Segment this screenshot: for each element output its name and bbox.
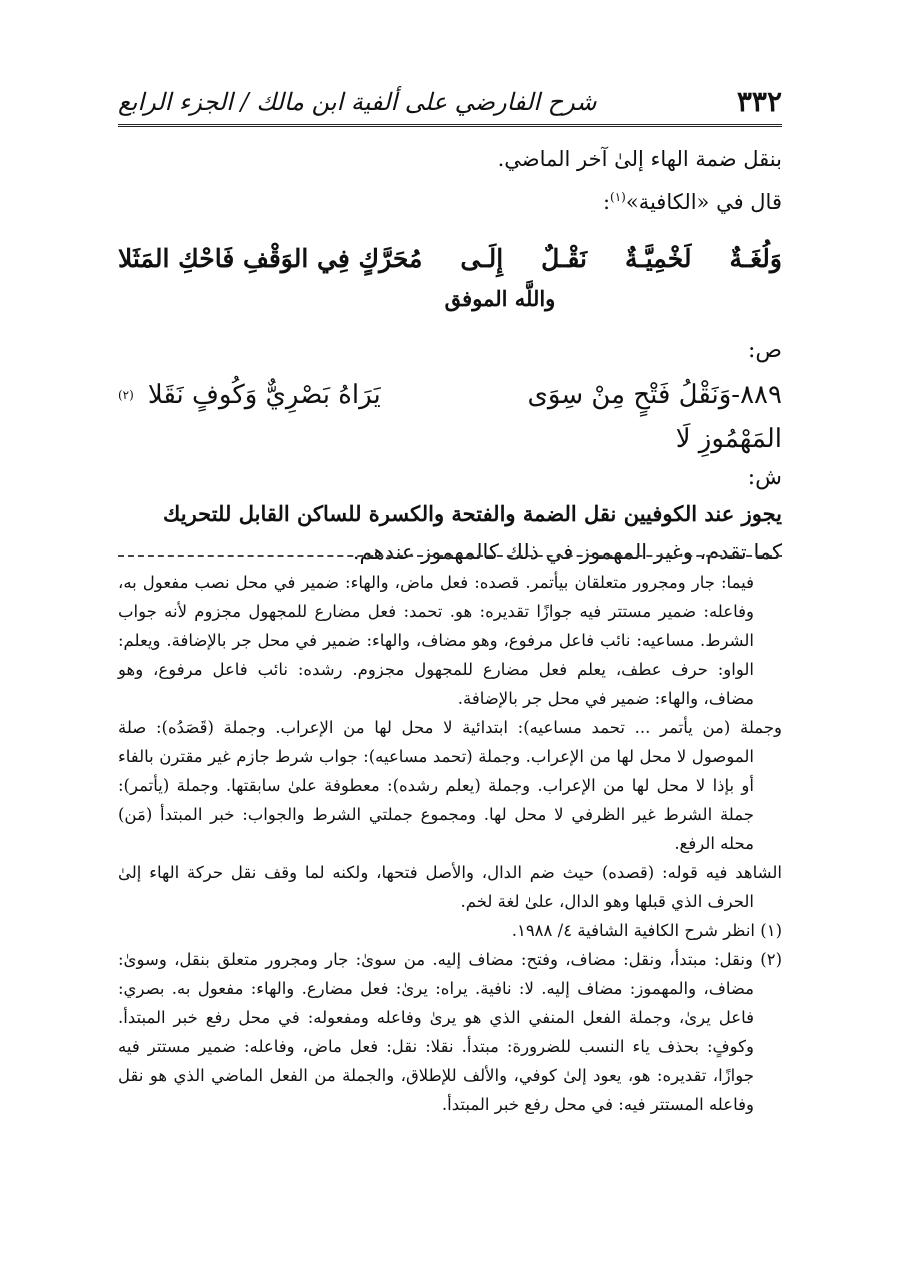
footnotes	[118, 568, 782, 1119]
colon: :	[602, 190, 611, 214]
verse-word-3: نَقْـلٌ	[541, 244, 588, 273]
verse-word-2: لَخْمِيَّـةٌ	[625, 244, 692, 273]
verse-word-4: إِلَـى	[460, 244, 504, 273]
footnote-1: (١) انظر شرح الكافية الشافية ٤/ ١٩٨٨.	[511, 921, 782, 940]
commentary-end: كما تقدم، وغير المهموز في ذلك كالمهموز عندهم.	[352, 540, 782, 564]
citation-text: قال في «الكافية»	[625, 190, 782, 214]
verse-hemistich-2: مُحَرَّكٍ فِي الوَقْفِ فَاحْكِ المَثَلا	[118, 244, 423, 273]
main-text	[118, 140, 782, 571]
footnote-ref-2[interactable]: (٢)	[117, 388, 134, 402]
footnote-block-2: وجملة (من يأتمر ... تحمد مساعيه): ابتدائية لا محل لها من الإعراب. وجملة (قَصَدُه): صلة الموصول لا محل لها من الإعراب. وجملة (تحمد مساعيه): جواب شرط جازم غير مقترن بالفاء أو بإذا لا محل لها من الإعراب. وجملة (يعلم رشده): معطوفة علىٰ سابقتها. وجملة (يأتمر): جملة الشرط غير الظرفي لا محل لها. ومجموع جملتي الشرط والجواب: خبر المبتدأ (مَن) محله الرفع.	[118, 718, 782, 853]
section-sad-label: ص:	[747, 338, 782, 363]
commentary-bold: يجوز عند الكوفيين نقل الضمة والفتحة والكسرة للساكن القابل للتحريك	[163, 501, 782, 526]
running-header	[118, 72, 782, 127]
verse-889	[118, 373, 782, 461]
verse-word-1: وَلُغَـةٌ	[729, 244, 782, 273]
verse-889-hemistich-1: ٨٨٩-وَنَقْلُ فَتْحٍ مِنْ سِوَى المَهْمُوزِ لَا	[527, 380, 782, 454]
running-title: شرح الفارضي على ألفية ابن مالك / الجزء الرابع	[118, 88, 597, 116]
footnote-block-3: الشاهد فيه قوله: (قصده) حيث ضم الدال، والأصل فتحها، ولكنه لما وقف نقل حركة الهاء إلىٰ الحرف الذي قبلها وهو الدال، علىٰ لغة لخم.	[118, 863, 782, 911]
verse-kafiya	[118, 239, 782, 279]
footnote-2: (٢) ونقل: مبتدأ، ونقل: مضاف، وفتح: مضاف إليه. من سوىٰ: جار ومجرور متعلق بنقل، وسوىٰ: مضاف، والمهموز: مضاف إليه. لا: نافية. يراه: يرىٰ: فعل مضارع. والهاء: مفعول به. بصري: فاعل يرىٰ، وجملة الفعل المنفي الذي هو يرىٰ وفاعله ومفعوله: في محل رفع خبر المبتدأ. وكوفٍ: بحذف ياء النسب للضرورة: مبتدأ. نقلا: نقل: فعل ماض، وفاعله: ضمير مستتر فيه جوازًا، تقديره: هو، يعود إلىٰ كوفي، والألف للإطلاق، والجملة من الفعل الماضي الذي هو نقل وفاعله المستتر فيه: في محل رفع خبر المبتدأ.	[118, 950, 782, 1114]
verse-889-hemistich-2: يَرَاهُ بَصْرِيٌّ وَكُوفٍ نَقَلا	[147, 380, 381, 410]
section-sheen-label: ش:	[747, 465, 782, 490]
text-line-2	[118, 178, 782, 221]
footnote-block-1: فيما: جار ومجرور متعلقان بيأتمر. قصده: فعل ماض، والهاء: ضمير في محل نصب مفعول به، وفاعله: ضمير مستتر فيه جوازًا تقديره: هو. تحمد: فعل مضارع للمجهول مجزوم لأنه جواب الشرط. مساعيه: نائب فاعل مرفوع، وهو مضاف، والهاء: ضمير في محل جر بالإضافة. ويعلم: الواو: حرف عطف، يعلم فعل مضارع للمجهول مجزوم. رشده: نائب فاعل مرفوع، وهو مضاف، والهاء: ضمير في محل جر بالإضافة.	[118, 573, 754, 708]
page-number: ٣٣٢	[736, 85, 782, 118]
footnote-ref-1[interactable]: (١)	[610, 190, 626, 204]
text-line-1: بنقل ضمة الهاء إلىٰ آخر الماضي.	[497, 147, 782, 171]
closing-phrase: واللَّه الموفق	[444, 286, 556, 311]
footnote-separator	[118, 555, 782, 557]
